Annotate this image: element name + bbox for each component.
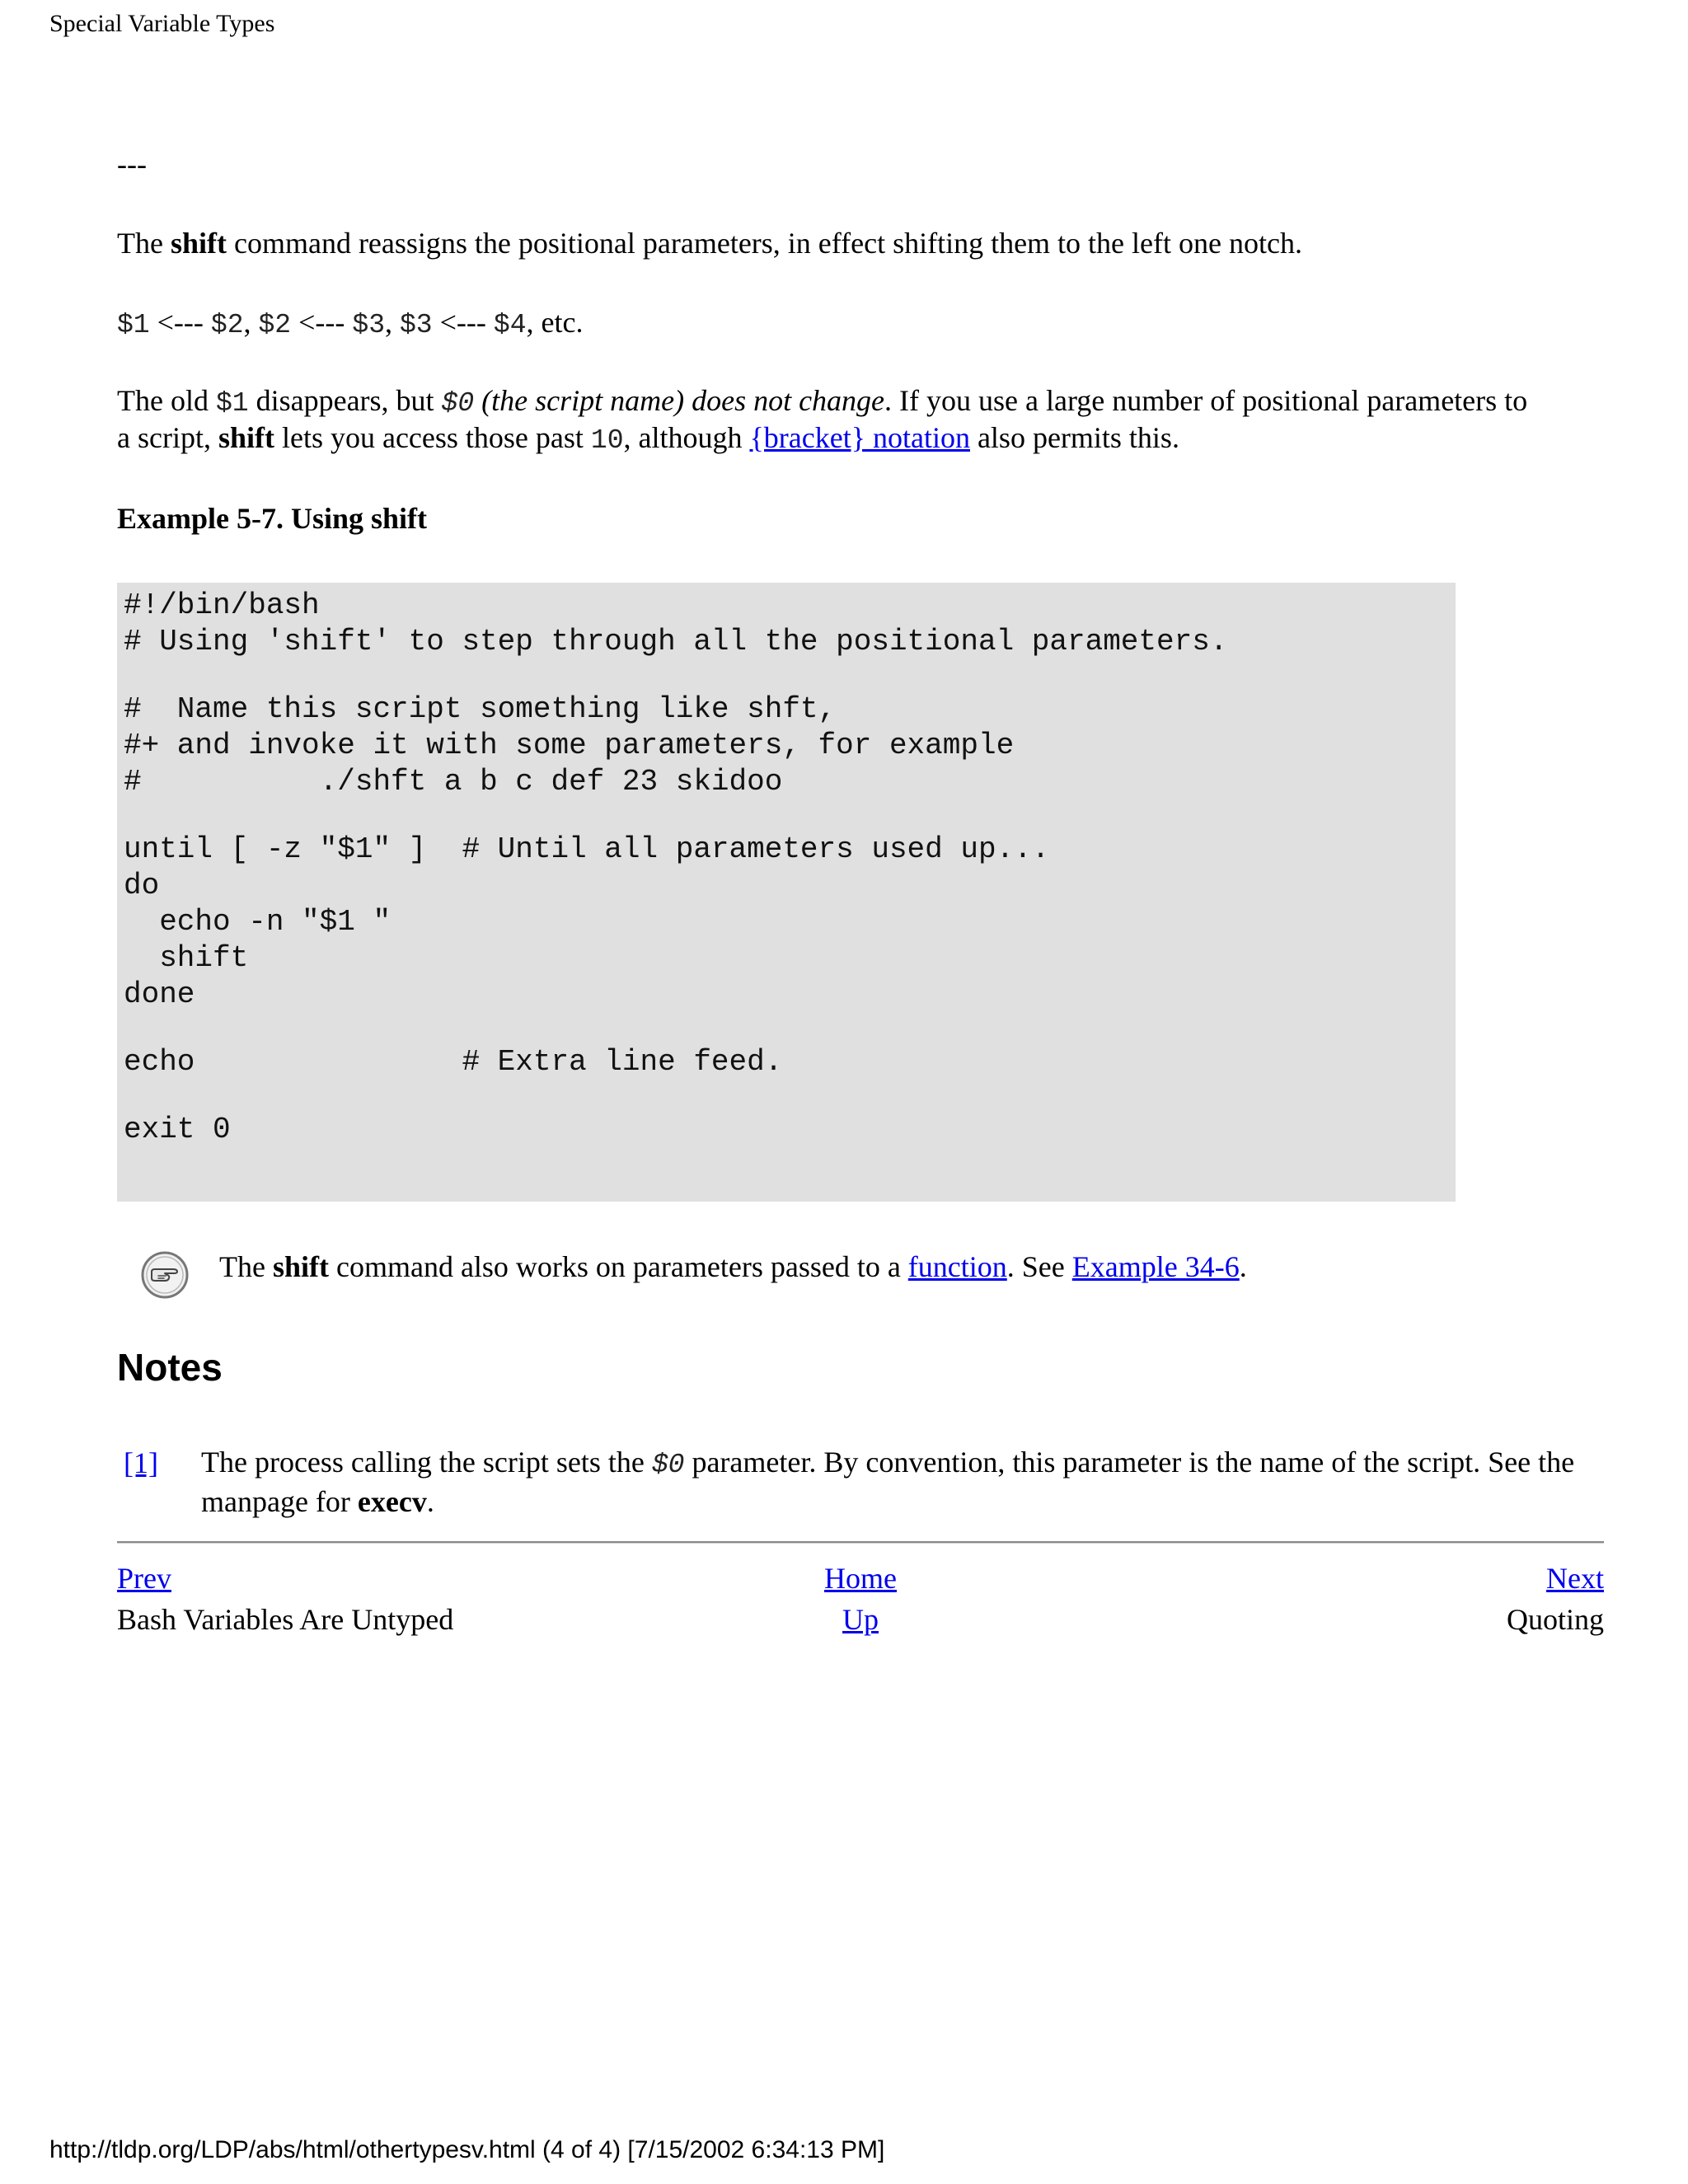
function-link[interactable]: function — [907, 1250, 1007, 1283]
code-line: echo # Extra line feed. — [124, 1045, 783, 1079]
separator: --- — [117, 148, 147, 180]
code-inline: $1 — [215, 388, 249, 419]
text: . — [1239, 1250, 1247, 1283]
next-link[interactable]: Next — [1546, 1562, 1604, 1595]
code-inline: $3 — [400, 310, 433, 340]
text: parameter. By convention, this parameter is the name of the script. See the manpage for — [201, 1446, 1575, 1518]
text: lets you access those past — [274, 421, 591, 454]
prev-link[interactable]: Prev — [117, 1562, 171, 1595]
home-link[interactable]: Home — [824, 1562, 897, 1595]
note-text — [219, 1248, 1247, 1286]
code-line: # Using 'shift' to step through all the positional parameters. — [124, 625, 1228, 658]
paragraph-old-param-line1 — [117, 382, 1527, 423]
text: The old — [117, 384, 216, 417]
text: <--- — [291, 306, 353, 339]
code-inline: $3 — [352, 310, 385, 340]
text: disappears, but — [248, 384, 442, 417]
code-inline: $2 — [210, 310, 244, 340]
footnote-marker-link[interactable]: [1] — [124, 1446, 158, 1479]
paragraph-shift-diagram — [117, 303, 583, 344]
footer-url: http://tldp.org/LDP/abs/html/othertypesv.html (4 of 4) [7/15/2002 6:34:13 PM] — [49, 2136, 885, 2163]
code-line: shift — [124, 941, 249, 975]
code-line: exit 0 — [124, 1113, 231, 1146]
paragraph-old-param-line2 — [117, 419, 1179, 460]
code-line: do — [124, 869, 160, 902]
example-title: Example 5-7. Using shift — [117, 502, 428, 535]
code-inline: $1 — [117, 310, 150, 340]
running-header: Special Variable Types — [49, 10, 275, 37]
prev-page-title: Bash Variables Are Untyped — [117, 1603, 454, 1636]
notes-heading: Notes — [117, 1346, 223, 1389]
text: a script, — [117, 421, 218, 454]
command-name: shift — [218, 421, 274, 454]
pointing-hand-icon — [140, 1250, 190, 1300]
code-inline: $4 — [493, 310, 527, 340]
next-page-title: Quoting — [1506, 1603, 1604, 1636]
example-34-6-link[interactable]: Example 34-6 — [1071, 1250, 1240, 1283]
up-link[interactable]: Up — [842, 1603, 879, 1636]
text: The — [117, 227, 171, 260]
code-block — [117, 583, 1456, 1202]
text: . If you use a large number of positional parameters to — [884, 384, 1528, 417]
text: , etc. — [526, 306, 584, 339]
text: . — [426, 1485, 434, 1518]
text: . See — [1006, 1250, 1072, 1283]
bracket-notation-link[interactable]: {bracket} notation — [749, 421, 970, 454]
code-line: done — [124, 977, 195, 1011]
code-line: echo -n "$1 " — [124, 905, 392, 939]
nav-divider — [117, 1541, 1604, 1544]
code-line: #+ and invoke it with some parameters, for example — [124, 729, 1015, 762]
code-line: until [ -z "$1" ] # Until all parameters used up... — [124, 832, 1050, 866]
footnote-text — [201, 1444, 1602, 1521]
code-inline-italic: $0 — [651, 1450, 685, 1480]
command-name: shift — [170, 227, 227, 260]
text: , although — [623, 421, 750, 454]
text: also permits this. — [969, 421, 1179, 454]
text: The — [219, 1250, 273, 1283]
command-name: shift — [272, 1250, 329, 1283]
code-line: #!/bin/bash — [124, 588, 320, 622]
text: command reassigns the positional parameters, in effect shifting them to the left one notch. — [226, 227, 1302, 260]
text: <--- — [149, 306, 211, 339]
code-inline: 10 — [590, 425, 624, 456]
text: , — [385, 306, 400, 339]
text: , — [243, 306, 259, 339]
command-name: execv — [357, 1485, 427, 1518]
text: <--- — [432, 306, 494, 339]
code-line: # Name this script something like shft, — [124, 692, 837, 726]
text: The process calling the script sets the — [201, 1446, 652, 1479]
code-inline-italic: $0 — [441, 388, 475, 419]
text: command also works on parameters passed to a — [328, 1250, 908, 1283]
paragraph-shift-intro — [117, 224, 1302, 262]
emphasis: (the script name) does not change — [474, 384, 885, 417]
code-inline: $2 — [258, 310, 292, 340]
code-line: # ./shft a b c def 23 skidoo — [124, 765, 783, 799]
